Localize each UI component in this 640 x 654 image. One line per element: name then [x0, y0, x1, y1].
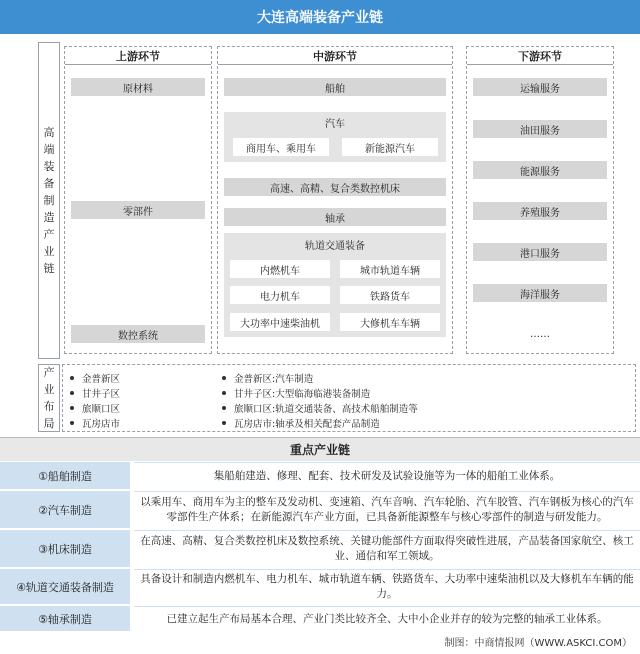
side-label-chain-text: 高端装备制造产业链 — [43, 126, 55, 275]
upstream-item: 原材料 — [71, 78, 205, 96]
upstream-item: 零部件 — [71, 201, 205, 219]
table-row — [0, 530, 640, 568]
row-name: ②汽车制造 — [0, 491, 130, 528]
mid-item-ship: 船舶 — [224, 78, 446, 96]
table-row — [0, 569, 640, 605]
row-desc: 在高速、高精、复合类数控机床及数控系统、关键功能部件方面取得突破性进展，产品装备国家航空、核工业、通信和军工领域。 — [134, 530, 640, 567]
source-credit: 制图：中商情报网（WWW.ASKCI.COM） — [444, 638, 632, 649]
row-name: ④轨道交通装备制造 — [0, 569, 130, 604]
mid-rail-child: 城市轨道车辆 — [340, 260, 440, 278]
location-detail: 瓦房店市:轴承及相关配套产品制造 — [222, 416, 380, 429]
upstream-header: 上游环节 — [65, 47, 211, 65]
row-name: ①船舶制造 — [0, 462, 130, 489]
side-label-chain — [38, 42, 60, 359]
key-chain-header: 重点产业链 — [0, 437, 640, 461]
downstream-item: 运输服务 — [473, 78, 607, 96]
mid-rail-child: 电力机车 — [230, 286, 330, 304]
mid-item-bearing: 轴承 — [224, 208, 446, 226]
table-row — [0, 462, 640, 490]
table-row — [0, 606, 640, 632]
midstream-header: 中游环节 — [218, 47, 452, 65]
row-desc: 以乘用车、商用车为主的整车及发动机、变速箱、汽车音响、汽车轮胎、汽车胶管、汽车钢板为核心的汽车零部件生产体系；在新能源汽车产业方面，已具备新能源整车与核心零部件的制造与研发能力。 — [134, 491, 640, 528]
downstream-item: 港口服务 — [473, 243, 607, 261]
row-name: ③机床制造 — [0, 530, 130, 567]
mid-rail-child: 铁路货车 — [340, 286, 440, 304]
row-desc: 集船舶建造、修理、配套、技术研发及试验设施等为一体的船舶工业体系。 — [134, 462, 640, 489]
downstream-item: 海洋服务 — [473, 284, 607, 302]
location-item: 旅顺口区 — [70, 401, 120, 414]
mid-rail-child: 大功率中速柴油机 — [230, 313, 330, 331]
page-title: 大连高端装备产业链 — [0, 0, 640, 34]
mid-group-rail-label: 轨道交通装备 — [305, 241, 365, 252]
mid-rail-child: 大修机车车辆 — [340, 313, 440, 331]
row-desc: 具备设计和制造内燃机车、电力机车、城市轨道车辆、铁路货车、大功率中速柴油机以及大修机车车辆的能力。 — [134, 569, 640, 604]
row-desc: 已建立起生产布局基本合理、产业门类比较齐全、大中小企业并存的较为完整的轴承工业体系。 — [134, 606, 640, 631]
downstream-header: 下游环节 — [467, 47, 613, 65]
side-label-layout — [38, 364, 60, 432]
location-detail: 甘井子区:大型临海临港装备制造 — [222, 386, 370, 399]
downstream-item: 油田服务 — [473, 120, 607, 138]
mid-auto-child: 新能源汽车 — [342, 138, 438, 156]
location-detail: 旅顺口区:轨道交通装备、高技术船舶制造等 — [222, 401, 418, 414]
mid-group-auto-label: 汽车 — [325, 119, 345, 130]
side-label-layout-text: 产业布局 — [43, 366, 55, 430]
location-item: 瓦房店市 — [70, 416, 120, 429]
location-detail: 金普新区:汽车制造 — [222, 371, 313, 384]
mid-rail-child: 内燃机车 — [230, 260, 330, 278]
mid-auto-child: 商用车、乘用车 — [233, 138, 329, 156]
row-name: ⑤轴承制造 — [0, 606, 130, 631]
location-item: 甘井子区 — [70, 386, 120, 399]
downstream-item: 养殖服务 — [473, 202, 607, 220]
downstream-item: …… — [473, 325, 607, 343]
table-row — [0, 491, 640, 529]
upstream-item: 数控系统 — [71, 325, 205, 343]
mid-item-machine-tool: 高速、高精、复合类数控机床 — [224, 178, 446, 196]
location-item: 金普新区 — [70, 371, 120, 384]
downstream-item: 能源服务 — [473, 161, 607, 179]
